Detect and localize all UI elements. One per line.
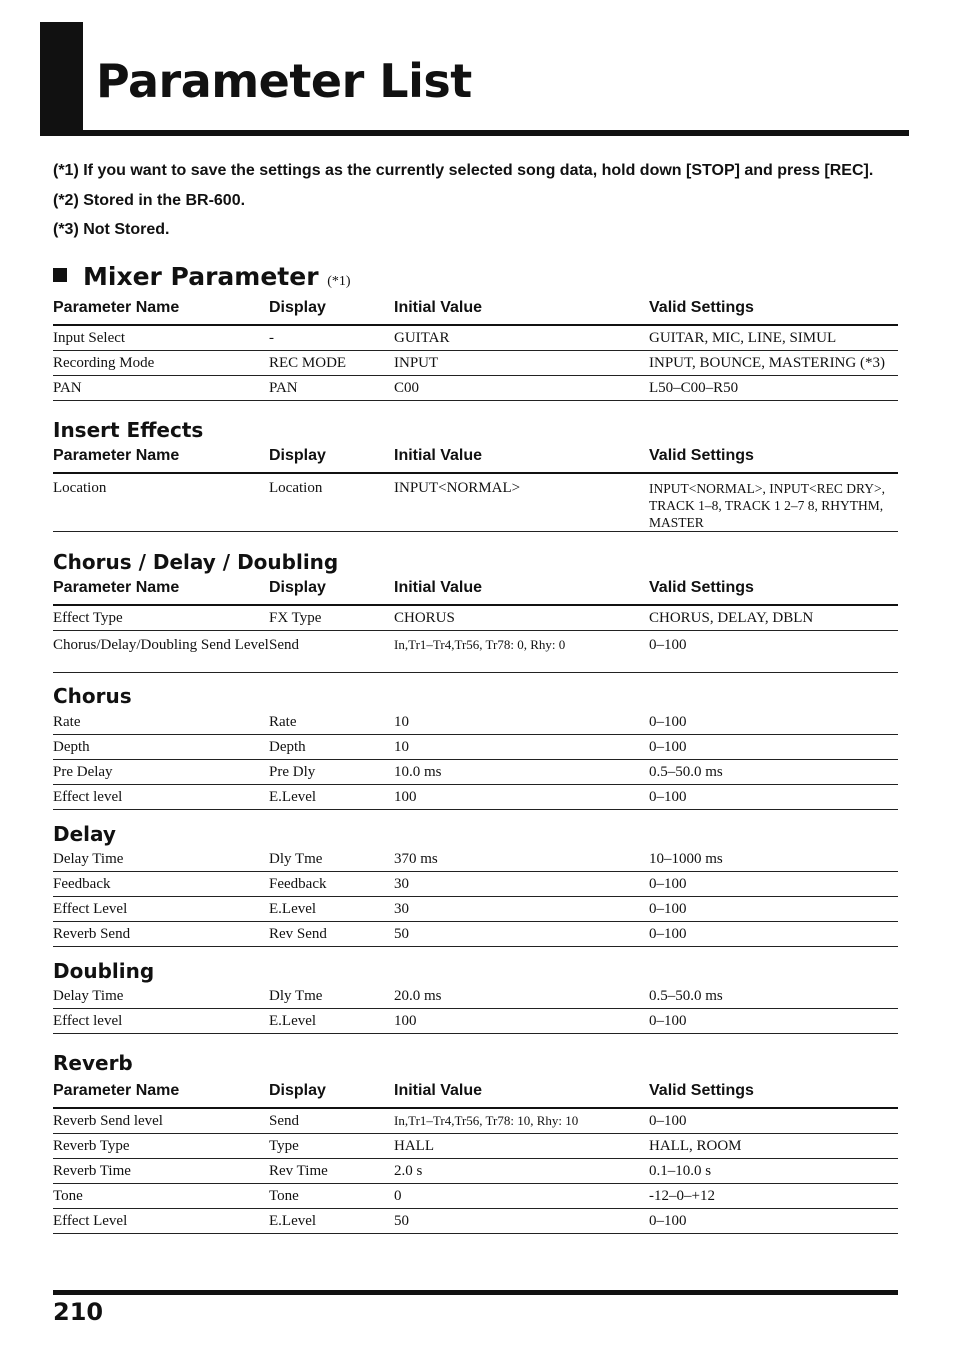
page-number: 210 (53, 1298, 104, 1326)
col-header-display: Display (269, 440, 394, 473)
table-row: PAN PAN C00 L50–C00–R50 (53, 376, 898, 401)
col-header-name: Parameter Name (53, 572, 269, 605)
chorus-table (53, 710, 898, 810)
table-row: Input Select - GUITAR GUITAR, MIC, LINE, SIMUL (53, 325, 898, 351)
mixer-heading-note: (*1) (327, 274, 351, 289)
chorus-delay-doubling-heading: Chorus / Delay / Doubling (53, 550, 339, 574)
table-row: Effect Level E.Level 50 0–100 (53, 1209, 898, 1234)
insert-effects-table (53, 440, 898, 532)
table-header (53, 1075, 898, 1108)
col-header-valid: Valid Settings (649, 572, 898, 605)
reverb-heading: Reverb (53, 1051, 133, 1075)
table-row: Chorus/Delay/Doubling Send Level Send In,Tr1–Tr4,Tr56, Tr78: 0, Rhy: 0 0–100 (53, 631, 898, 673)
col-header-name: Parameter Name (53, 1075, 269, 1108)
table-header (53, 292, 898, 325)
title-rule (40, 130, 909, 136)
col-header-display: Display (269, 1075, 394, 1108)
col-header-name: Parameter Name (53, 440, 269, 473)
table-row: Pre Delay Pre Dly 10.0 ms 0.5–50.0 ms (53, 760, 898, 785)
table-row: Reverb Send Rev Send 50 0–100 (53, 922, 898, 947)
notes (53, 162, 873, 251)
note-3: (*3) Not Stored. (53, 221, 170, 238)
table-row: Reverb Send level Send In,Tr1–Tr4,Tr56, Tr78: 10, Rhy: 10 0–100 (53, 1108, 898, 1134)
col-header-display: Display (269, 572, 394, 605)
note-1: (*1) If you want to save the settings as the currently selected song data, hold down [STOP] and press [REC]. (53, 162, 874, 179)
table-row: Reverb Time Rev Time 2.0 s 0.1–10.0 s (53, 1159, 898, 1184)
col-header-valid: Valid Settings (649, 1075, 898, 1108)
table-row: Reverb Type Type HALL HALL, ROOM (53, 1134, 898, 1159)
delay-heading: Delay (53, 822, 116, 846)
chorus-delay-doubling-table (53, 572, 898, 673)
mixer-heading: Mixer Parameter (*1) (53, 262, 351, 297)
mixer-table (53, 292, 898, 401)
table-row: Tone Tone 0 -12–0–+12 (53, 1184, 898, 1209)
table-header (53, 440, 898, 473)
table-row: Recording Mode REC MODE INPUT INPUT, BOUNCE, MASTERING (*3) (53, 351, 898, 376)
table-row: Depth Depth 10 0–100 (53, 735, 898, 760)
col-header-initial: Initial Value (394, 572, 649, 605)
table-row: Delay Time Dly Tme 20.0 ms 0.5–50.0 ms (53, 984, 898, 1009)
col-header-name: Parameter Name (53, 292, 269, 325)
col-header-initial: Initial Value (394, 292, 649, 325)
col-header-initial: Initial Value (394, 440, 649, 473)
table-header (53, 572, 898, 605)
chorus-heading: Chorus (53, 684, 132, 708)
table-row: Effect level E.Level 100 0–100 (53, 1009, 898, 1034)
table-row: Effect level E.Level 100 0–100 (53, 785, 898, 810)
table-row: Rate Rate 10 0–100 (53, 710, 898, 735)
footer-rule (53, 1290, 898, 1295)
col-header-display: Display (269, 292, 394, 325)
delay-table (53, 847, 898, 947)
table-row: Effect Type FX Type CHORUS CHORUS, DELAY, DBLN (53, 605, 898, 631)
doubling-table (53, 984, 898, 1034)
page-title: Parameter List (96, 54, 472, 108)
col-header-valid: Valid Settings (649, 292, 898, 325)
col-header-initial: Initial Value (394, 1075, 649, 1108)
insert-effects-heading: Insert Effects (53, 418, 204, 442)
square-bullet-icon (53, 268, 67, 282)
table-row: Feedback Feedback 30 0–100 (53, 872, 898, 897)
table-row: Location Location INPUT<NORMAL> INPUT<NORMAL>, INPUT<REC DRY>, TRACK 1–8, TRACK 1 2–7 8, RHYTHM, MASTER (53, 473, 898, 532)
title-bar-block (40, 22, 83, 136)
table-row: Delay Time Dly Tme 370 ms 10–1000 ms (53, 847, 898, 872)
col-header-valid: Valid Settings (649, 440, 898, 473)
note-2: (*2) Stored in the BR-600. (53, 191, 246, 209)
table-row: Effect Level E.Level 30 0–100 (53, 897, 898, 922)
reverb-table (53, 1075, 898, 1234)
doubling-heading: Doubling (53, 959, 155, 983)
